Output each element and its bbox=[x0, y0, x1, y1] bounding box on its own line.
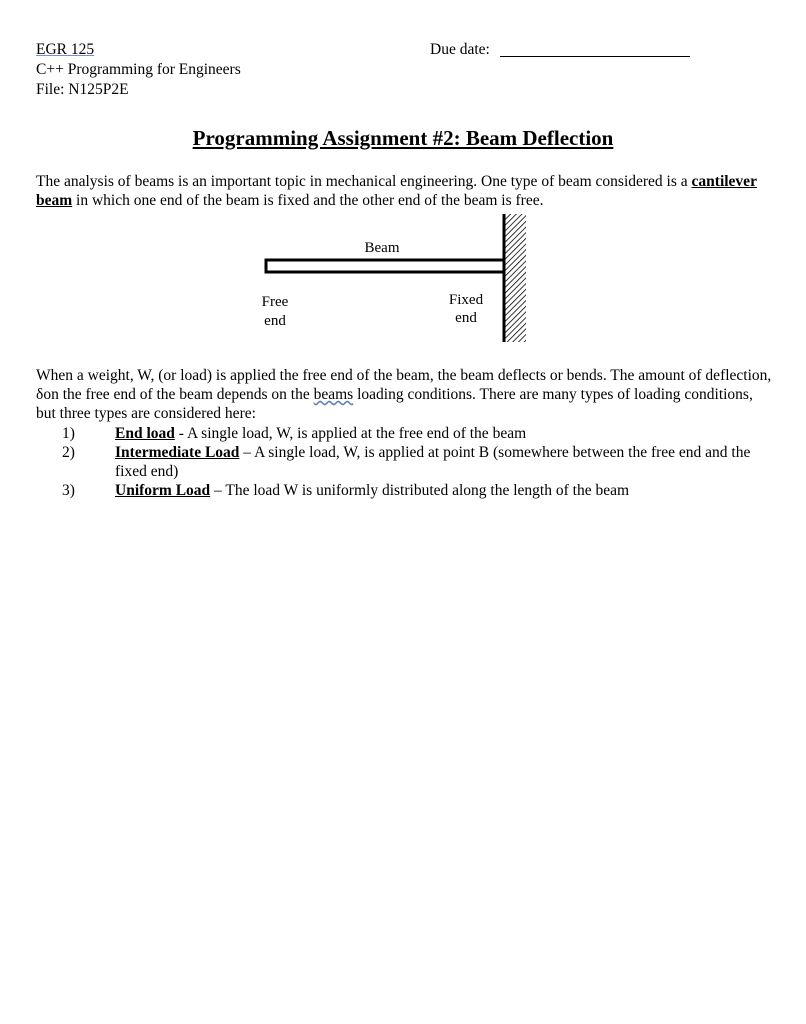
course-code: EGR 125 bbox=[36, 41, 95, 58]
cantilever-beam-term: cantilever beam bbox=[36, 173, 757, 209]
fixed-end-label-line1: Fixed bbox=[448, 292, 484, 308]
loading-type-desc: - A single load, W, is applied at the free end of the beam bbox=[174, 425, 527, 442]
beam-label: Beam bbox=[364, 240, 400, 256]
list-number: 1) bbox=[62, 425, 75, 442]
loading-type-desc: – The load W is uniformly distributed along the length of the beam bbox=[210, 482, 630, 499]
loading-type-name: Uniform Load bbox=[115, 482, 211, 499]
list-item bbox=[36, 424, 776, 443]
due-date-label: Due date: bbox=[430, 41, 490, 58]
loading-type-name: Intermediate Load bbox=[115, 444, 240, 461]
deflection-text-3: loading conditions. There are many types of loading conditions, but three types are considered here: bbox=[36, 386, 753, 422]
page-title: Programming Assignment #2: Beam Deflection bbox=[192, 126, 614, 150]
course-title: C++ Programming for Engineers bbox=[36, 61, 241, 78]
list-item bbox=[36, 443, 776, 481]
deflection-text-2: on the free end of the beam depends on the bbox=[43, 386, 310, 403]
free-end-label-line1: Free bbox=[261, 294, 289, 310]
intro-text-2: in which one end of the beam is fixed and the other end of the beam is free. bbox=[72, 192, 544, 209]
list-number: 2) bbox=[62, 444, 75, 461]
fixed-wall-hatch bbox=[505, 214, 526, 342]
loading-type-name: End load bbox=[115, 425, 175, 442]
deflection-paragraph bbox=[36, 366, 776, 423]
loading-types-list bbox=[36, 424, 776, 500]
deflection-text-1: When a weight, W, (or load) is applied the free end of the beam, the beam deflects or bends. The amount of deflection, bbox=[36, 367, 772, 384]
cantilever-beam-diagram bbox=[0, 0, 806, 360]
loading-type-desc: – A single load, W, is applied at point B (somewhere between the free end and the fixed end) bbox=[115, 444, 751, 480]
beams-word: beams bbox=[313, 386, 354, 403]
list-item bbox=[36, 481, 776, 500]
free-end-label-line2: end bbox=[264, 313, 286, 329]
delta-symbol: δ bbox=[36, 386, 44, 403]
file-label: File: N125P2E bbox=[36, 81, 129, 98]
beam-shape bbox=[266, 260, 504, 272]
intro-text-1: The analysis of beams is an important topic in mechanical engineering. One type of beam considered is a bbox=[36, 173, 688, 190]
fixed-end-label-line2: end bbox=[455, 310, 477, 326]
list-number: 3) bbox=[62, 482, 75, 499]
